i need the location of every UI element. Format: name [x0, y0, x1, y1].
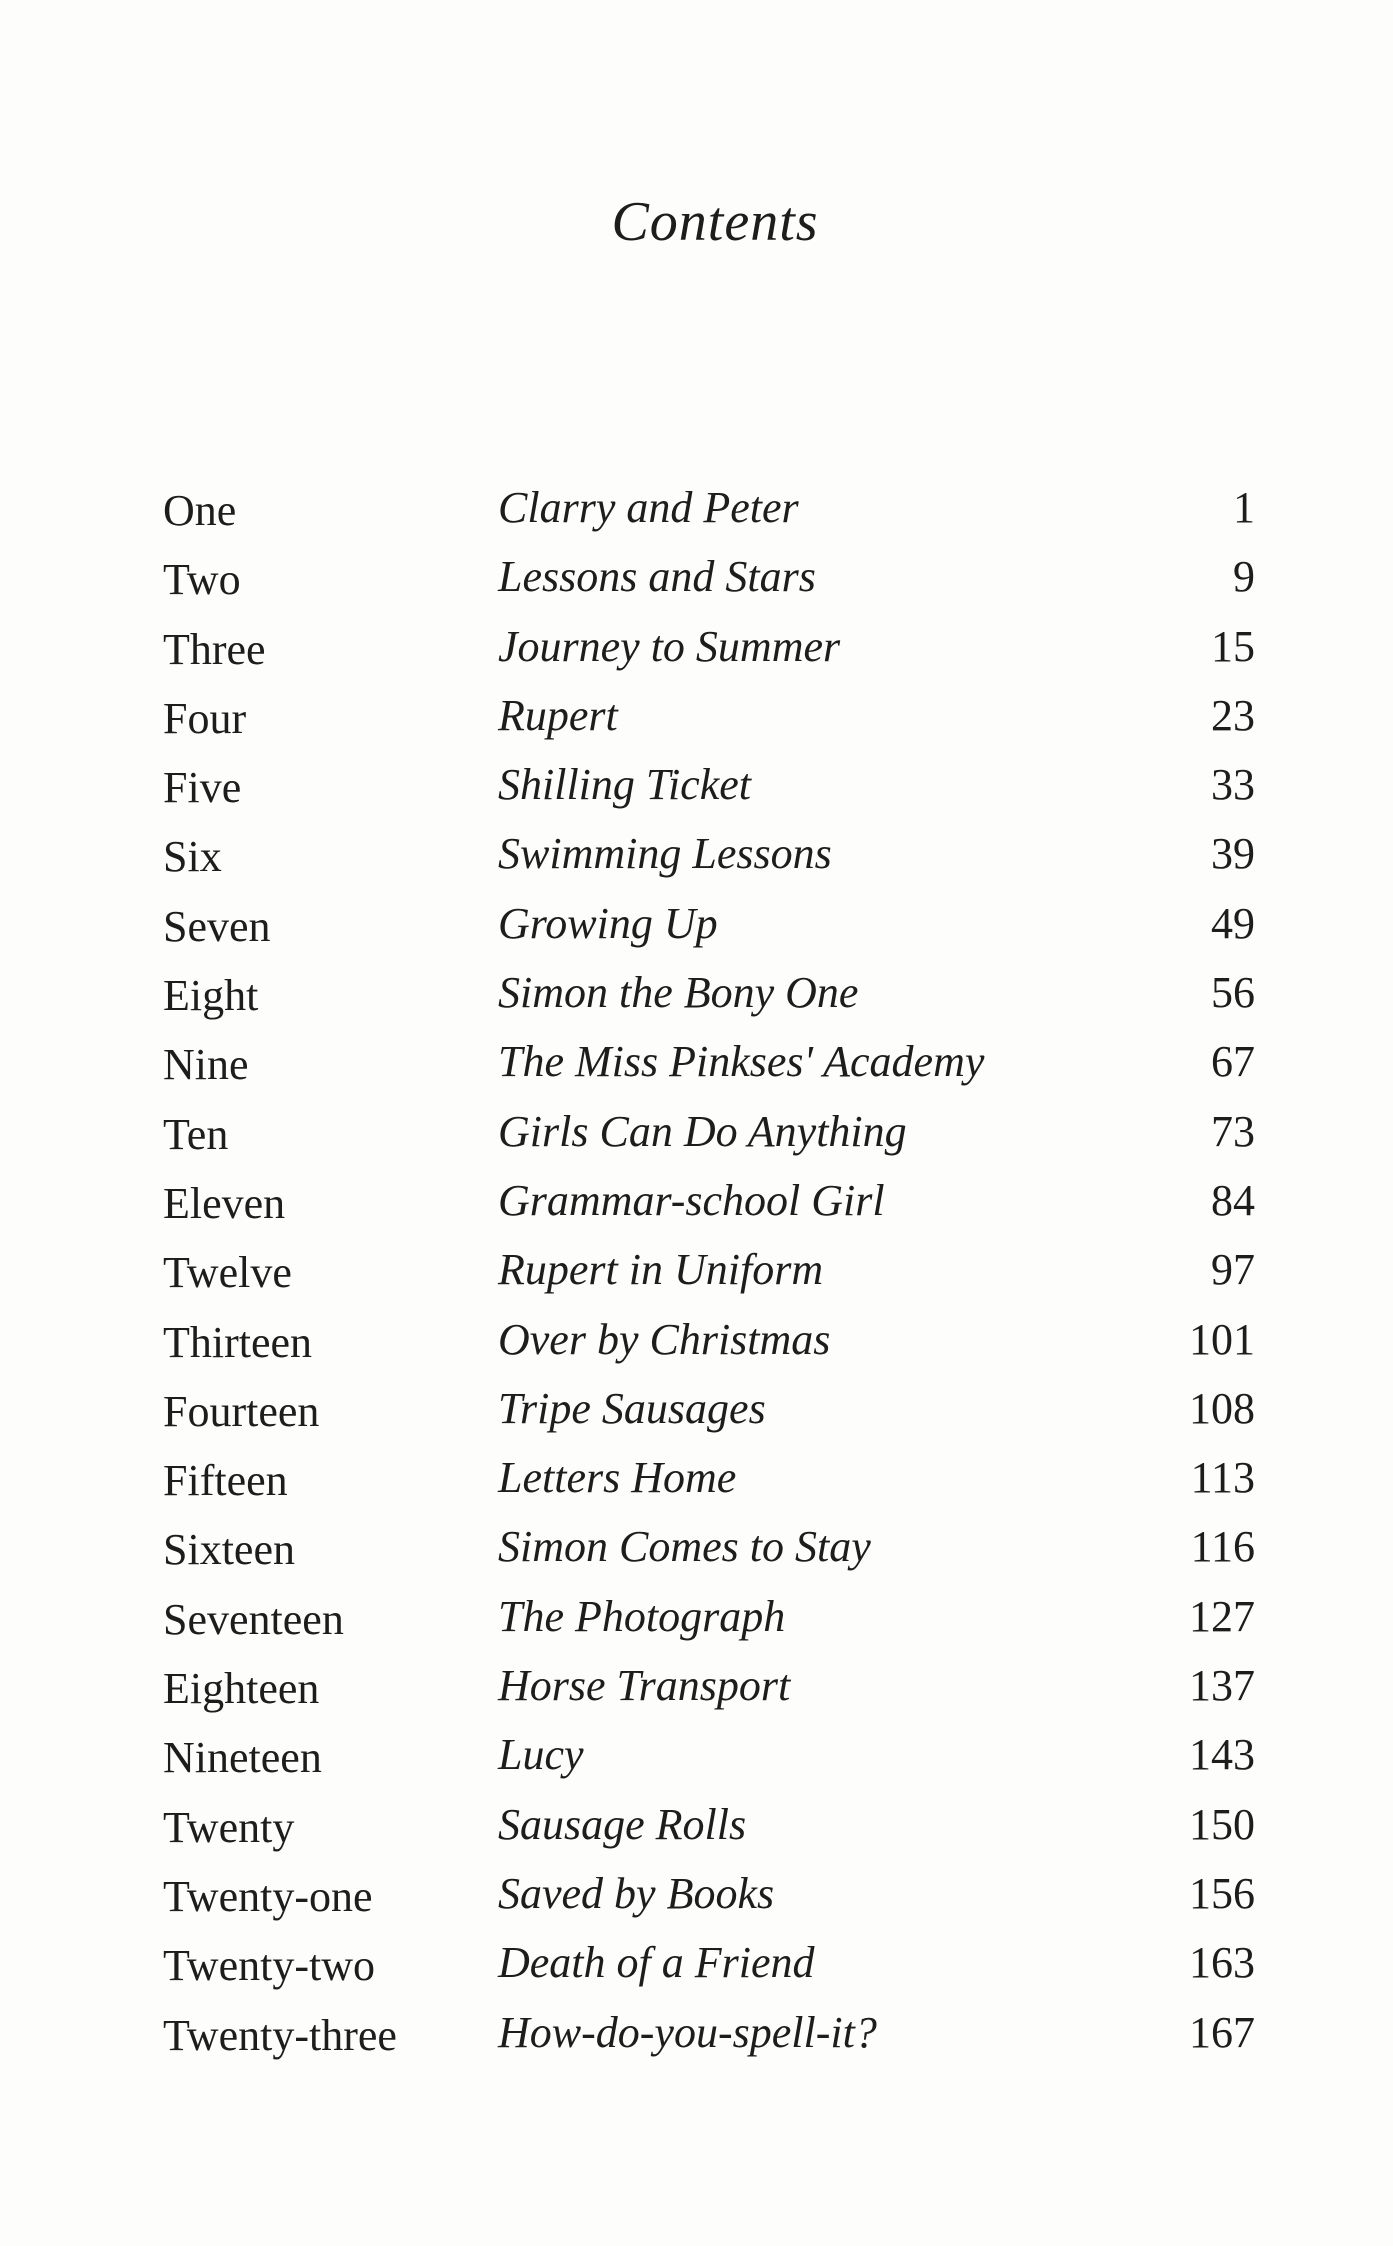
toc-row [163, 1720, 1255, 1789]
chapter-page: 1 [1233, 483, 1255, 532]
chapter-number: Seven [163, 901, 271, 951]
chapter-page: 15 [1211, 621, 1255, 671]
chapter-number: Fifteen [163, 1456, 288, 1506]
chapter-page: 33 [1211, 760, 1255, 810]
chapter-number: Fourteen [163, 1386, 320, 1436]
chapter-number: Nineteen [163, 1733, 322, 1783]
page-title: Contents [611, 191, 819, 253]
table-of-contents [163, 473, 1255, 2067]
toc-row [163, 612, 1255, 681]
chapter-title: The Photograph [498, 1591, 786, 1641]
chapter-title: Clarry and Peter [498, 483, 799, 532]
toc-row [163, 1859, 1255, 1928]
toc-row [163, 1443, 1255, 1512]
chapter-page: 127 [1189, 1591, 1255, 1641]
chapter-number: One [163, 486, 237, 535]
chapter-page: 163 [1189, 1938, 1255, 1988]
chapter-page: 56 [1211, 968, 1255, 1018]
chapter-number: Eighteen [163, 1664, 320, 1714]
chapter-title: Simon the Bony One [498, 968, 859, 1018]
chapter-number: Eight [163, 971, 259, 1021]
chapter-number: Seventeen [163, 1594, 344, 1644]
chapter-number: Two [163, 555, 241, 605]
chapter-number: Twenty-one [163, 1871, 373, 1921]
chapter-title: Rupert in Uniform [498, 1245, 824, 1295]
toc-row [163, 1512, 1255, 1581]
toc-row [163, 1027, 1255, 1096]
chapter-title: Over by Christmas [498, 1314, 831, 1364]
chapter-title: How-do-you-spell-it? [498, 2007, 877, 2057]
chapter-number: Twenty [163, 1802, 295, 1852]
chapter-page: 67 [1211, 1037, 1255, 1087]
chapter-page: 167 [1189, 2007, 1255, 2057]
toc-row [163, 1790, 1255, 1859]
chapter-page: 23 [1211, 690, 1255, 740]
chapter-number: Six [163, 832, 222, 882]
chapter-title: Sausage Rolls [498, 1799, 747, 1849]
toc-row [163, 819, 1255, 888]
chapter-title: Letters Home [498, 1453, 737, 1503]
chapter-page: 137 [1189, 1661, 1255, 1711]
chapter-number: Five [163, 763, 242, 813]
chapter-number: Three [163, 624, 266, 674]
chapter-page: 108 [1189, 1383, 1255, 1433]
chapter-page: 150 [1189, 1799, 1255, 1849]
toc-row [163, 681, 1255, 750]
chapter-title: Girls Can Do Anything [498, 1106, 907, 1156]
toc-row [163, 889, 1255, 958]
chapter-title: Growing Up [498, 898, 718, 948]
toc-row [163, 473, 1255, 542]
chapter-title: Swimming Lessons [498, 829, 832, 879]
chapter-title: Lucy [498, 1730, 584, 1780]
chapter-title: Saved by Books [498, 1868, 775, 1918]
toc-row [163, 1998, 1255, 2067]
chapter-title: Journey to Summer [498, 621, 841, 671]
chapter-number: Eleven [163, 1178, 286, 1228]
toc-row [163, 958, 1255, 1027]
chapter-number: Sixteen [163, 1525, 295, 1575]
toc-row [163, 750, 1255, 819]
toc-row [163, 1928, 1255, 1997]
chapter-page: 113 [1190, 1453, 1255, 1503]
toc-row [163, 542, 1255, 611]
chapter-title: Grammar-school Girl [498, 1175, 885, 1225]
chapter-page: 156 [1189, 1868, 1255, 1918]
chapter-title: Death of a Friend [498, 1938, 815, 1988]
chapter-page: 143 [1189, 1730, 1255, 1780]
chapter-number: Nine [163, 1040, 249, 1090]
chapter-title: Lessons and Stars [498, 552, 816, 602]
chapter-number: Four [163, 693, 247, 743]
chapter-page: 9 [1233, 552, 1255, 602]
toc-row [163, 1097, 1255, 1166]
chapter-title: Simon Comes to Stay [498, 1522, 871, 1572]
chapter-number: Twenty-two [163, 1941, 375, 1991]
chapter-page: 73 [1211, 1106, 1255, 1156]
toc-row [163, 1305, 1255, 1374]
chapter-page: 39 [1211, 829, 1255, 879]
chapter-page: 49 [1211, 898, 1255, 948]
chapter-page: 116 [1190, 1522, 1255, 1572]
chapter-page: 84 [1211, 1175, 1255, 1225]
toc-row [163, 1235, 1255, 1304]
chapter-title: Shilling Ticket [498, 760, 751, 810]
chapter-page: 101 [1189, 1314, 1255, 1364]
chapter-number: Twenty-three [163, 2010, 397, 2060]
chapter-title: The Miss Pinkses' Academy [498, 1037, 985, 1087]
chapter-title: Horse Transport [498, 1661, 791, 1711]
chapter-title: Tripe Sausages [498, 1383, 766, 1433]
chapter-number: Twelve [163, 1248, 292, 1298]
chapter-number: Ten [163, 1109, 229, 1159]
chapter-number: Thirteen [163, 1317, 313, 1367]
toc-row [163, 1374, 1255, 1443]
chapter-page: 97 [1211, 1245, 1255, 1295]
toc-row [163, 1582, 1255, 1651]
toc-row [163, 1166, 1255, 1235]
toc-row [163, 1651, 1255, 1720]
chapter-title: Rupert [498, 690, 618, 740]
